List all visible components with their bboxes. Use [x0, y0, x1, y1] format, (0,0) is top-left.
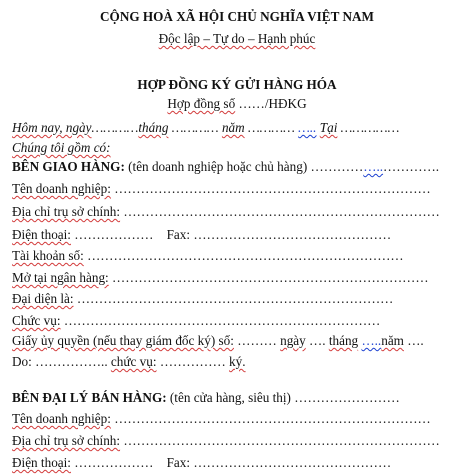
party-a-issued-by-row: Do: …………….. chức vụ: …………… ký.	[12, 354, 246, 369]
party-a-account-row: Tài khoản số: ………………………………………………………………	[12, 248, 404, 263]
party-a-heading: BÊN GIAO HÀNG: (tên doanh nghiệp hoặc chủ hàng) ……………..………….	[12, 159, 440, 174]
national-title: CỘNG HOÀ XÃ HỘI CHỦ NGHĨA VIỆT NAM	[100, 9, 374, 24]
party-b-address-row: Địa chỉ trụ sở chính: ………………………………………………………………	[12, 433, 440, 448]
party-b-phone-row: Điện thoại: ……………… Fax: ………………………………………	[12, 455, 392, 470]
contract-title: HỢP ĐỒNG KÝ GỬI HÀNG HÓA	[137, 77, 337, 92]
party-a-phone-row: Điện thoại: ……………… Fax: ………………………………………	[12, 227, 392, 242]
contract-number: Hợp đồng số ……/HĐKG	[167, 96, 307, 111]
party-a-address-row: Địa chỉ trụ sở chính: ………………………………………………………………	[12, 204, 440, 219]
party-b-heading: BÊN ĐẠI LÝ BÁN HÀNG: (tên cửa hàng, siêu thị) ……………………	[12, 390, 400, 405]
party-a-bank-row: Mở tại ngân hàng: ………………………………………………………………	[12, 270, 429, 285]
party-b-company-row: Tên doanh nghiệp: ………………………………………………………………	[12, 411, 431, 426]
parties-intro: Chúng tôi gồm có:	[12, 140, 111, 155]
national-motto: Độc lập – Tự do – Hạnh phúc	[158, 31, 316, 46]
party-a-company-row: Tên doanh nghiệp: ………………………………………………………………	[12, 181, 431, 196]
party-a-authorization-row: Giấy ủy quyền (nếu thay giám đốc ký) số: ……… ngày …. tháng …..năm ….	[12, 333, 424, 348]
party-a-representative-row: Đại diện là: ………………………………………………………………	[12, 291, 394, 306]
party-a-position-row: Chức vụ: ………………………………………………………………	[12, 313, 381, 328]
intro-date-line: Hôm nay, ngày…………tháng ………… năm ………… ….. Tại ……………	[12, 120, 400, 135]
